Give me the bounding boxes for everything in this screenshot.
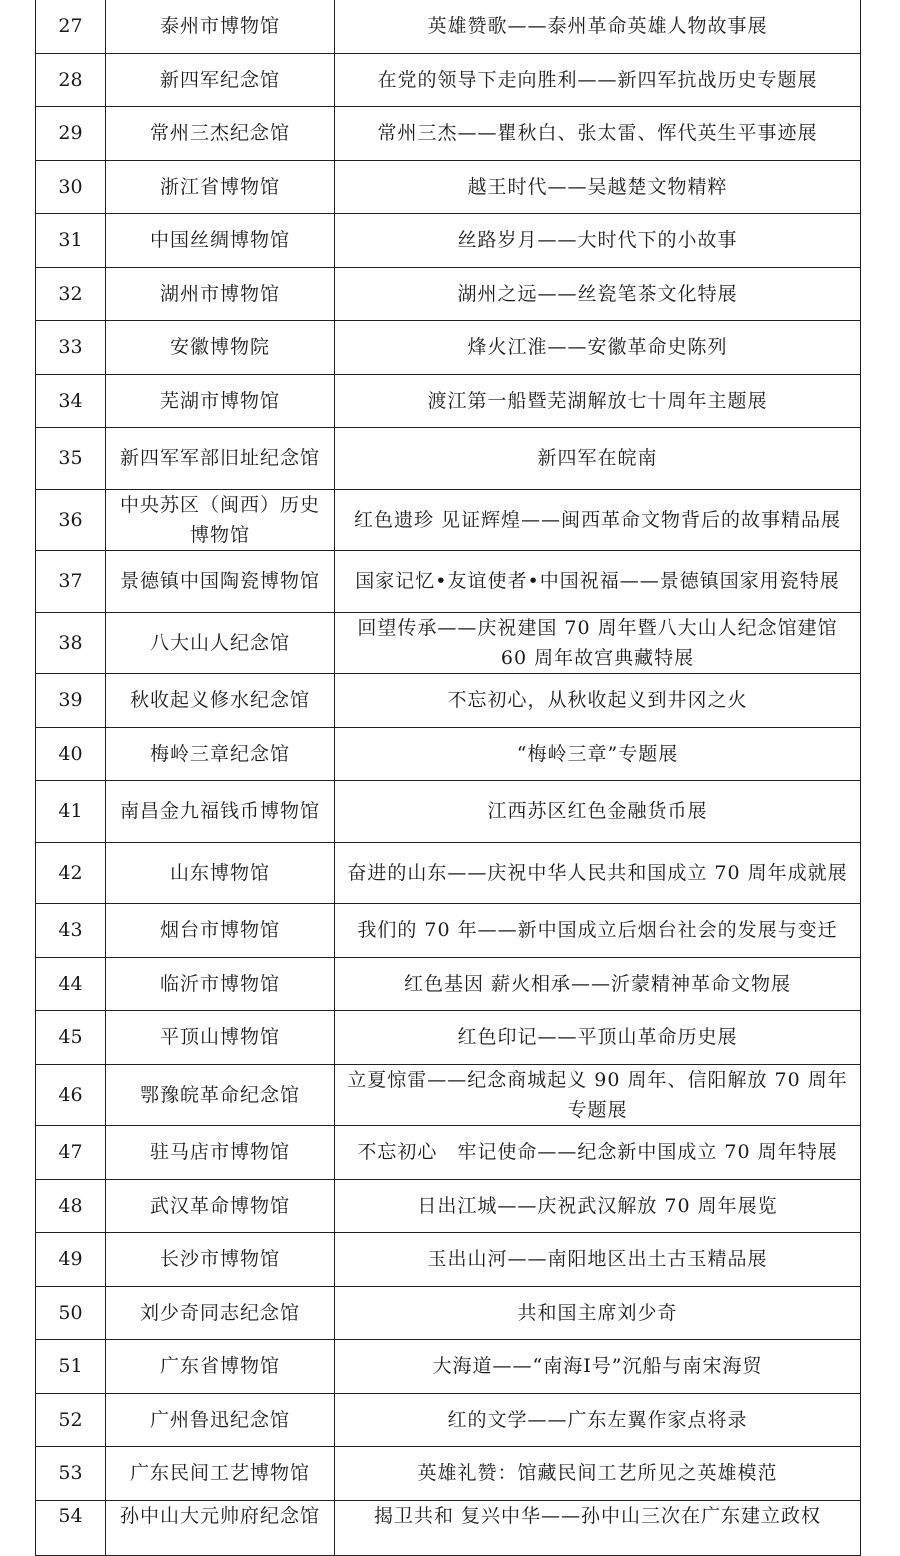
museum-name: 景德镇中国陶瓷博物馆	[106, 551, 335, 613]
exhibition-title: 回望传承——庆祝建国 70 周年暨八大山人纪念馆建馆 60 周年故宫典藏特展	[335, 612, 861, 674]
row-number: 52	[36, 1393, 106, 1447]
row-number: 54	[36, 1500, 106, 1555]
table-row	[36, 1447, 861, 1501]
exhibition-title: 我们的 70 年——新中国成立后烟台社会的发展与变迁	[335, 904, 861, 958]
row-number: 37	[36, 551, 106, 613]
museum-name: 常州三杰纪念馆	[106, 107, 335, 161]
table-row	[36, 612, 861, 674]
table-row	[36, 0, 861, 53]
row-number: 44	[36, 957, 106, 1011]
exhibition-title: 红的文学——广东左翼作家点将录	[335, 1393, 861, 1447]
exhibition-title: 红色遗珍 见证辉煌——闽西革命文物背后的故事精品展	[335, 489, 861, 551]
row-number: 30	[36, 160, 106, 214]
exhibition-title: 奋进的山东——庆祝中华人民共和国成立 70 周年成就展	[335, 842, 861, 904]
row-number: 46	[36, 1064, 106, 1126]
table-row	[36, 1393, 861, 1447]
table-row	[36, 674, 861, 728]
exhibition-title: 英雄赞歌——泰州革命英雄人物故事展	[335, 0, 861, 53]
exhibition-title: 共和国主席刘少奇	[335, 1286, 861, 1340]
exhibition-title: 不忘初心，从秋收起义到井冈之火	[335, 674, 861, 728]
table-row	[36, 107, 861, 161]
exhibition-title: 常州三杰——瞿秋白、张太雷、恽代英生平事迹展	[335, 107, 861, 161]
row-number: 32	[36, 267, 106, 321]
table-row	[36, 1179, 861, 1233]
museum-name: 孙中山大元帅府纪念馆	[106, 1500, 335, 1555]
table-row	[36, 551, 861, 613]
museum-name: 湖州市博物馆	[106, 267, 335, 321]
exhibition-title: 不忘初心 牢记使命——纪念新中国成立 70 周年特展	[335, 1126, 861, 1180]
table-row	[36, 267, 861, 321]
row-number: 53	[36, 1447, 106, 1501]
museum-name: 泰州市博物馆	[106, 0, 335, 53]
table-row	[36, 1064, 861, 1126]
museum-name: 山东博物馆	[106, 842, 335, 904]
row-number: 47	[36, 1126, 106, 1180]
table-row	[36, 781, 861, 843]
museum-name: 广州鲁迅纪念馆	[106, 1393, 335, 1447]
museum-name: 驻马店市博物馆	[106, 1126, 335, 1180]
exhibition-title: 渡江第一船暨芜湖解放七十周年主题展	[335, 374, 861, 428]
row-number: 27	[36, 0, 106, 53]
museum-name: 新四军纪念馆	[106, 53, 335, 107]
museum-name: 平顶山博物馆	[106, 1011, 335, 1065]
museum-name: 烟台市博物馆	[106, 904, 335, 958]
table-row	[36, 374, 861, 428]
table-row	[36, 1500, 861, 1555]
museum-name: 广东民间工艺博物馆	[106, 1447, 335, 1501]
museum-name: 梅岭三章纪念馆	[106, 727, 335, 781]
museum-name: 武汉革命博物馆	[106, 1179, 335, 1233]
exhibition-title: 越王时代——吴越楚文物精粹	[335, 160, 861, 214]
exhibition-table-body	[36, 0, 861, 1555]
museum-name: 秋收起义修水纪念馆	[106, 674, 335, 728]
row-number: 28	[36, 53, 106, 107]
exhibition-title: 玉出山河——南阳地区出土古玉精品展	[335, 1233, 861, 1287]
museum-name: 临沂市博物馆	[106, 957, 335, 1011]
row-number: 40	[36, 727, 106, 781]
museum-name: 浙江省博物馆	[106, 160, 335, 214]
exhibition-title: 湖州之远——丝瓷笔茶文化特展	[335, 267, 861, 321]
museum-name: 八大山人纪念馆	[106, 612, 335, 674]
row-number: 51	[36, 1340, 106, 1394]
table-row	[36, 904, 861, 958]
row-number: 41	[36, 781, 106, 843]
table-row	[36, 842, 861, 904]
museum-name: 南昌金九福钱币博物馆	[106, 781, 335, 843]
row-number: 38	[36, 612, 106, 674]
exhibition-title: “梅岭三章”专题展	[335, 727, 861, 781]
exhibition-title: 红色印记——平顶山革命历史展	[335, 1011, 861, 1065]
row-number: 35	[36, 428, 106, 490]
row-number: 49	[36, 1233, 106, 1287]
row-number: 45	[36, 1011, 106, 1065]
exhibition-title: 江西苏区红色金融货币展	[335, 781, 861, 843]
exhibition-title: 丝路岁月——大时代下的小故事	[335, 214, 861, 268]
table-row	[36, 1286, 861, 1340]
row-number: 42	[36, 842, 106, 904]
table-row	[36, 1126, 861, 1180]
exhibition-title: 烽火江淮——安徽革命史陈列	[335, 321, 861, 375]
museum-name: 芜湖市博物馆	[106, 374, 335, 428]
table-row	[36, 428, 861, 490]
row-number: 36	[36, 489, 106, 551]
table-row	[36, 160, 861, 214]
museum-name: 鄂豫皖革命纪念馆	[106, 1064, 335, 1126]
exhibition-title: 大海道——“南海Ⅰ号”沉船与南宋海贸	[335, 1340, 861, 1394]
row-number: 48	[36, 1179, 106, 1233]
exhibition-title: 揭卫共和 复兴中华——孙中山三次在广东建立政权	[335, 1500, 861, 1555]
row-number: 39	[36, 674, 106, 728]
row-number: 34	[36, 374, 106, 428]
table-row	[36, 957, 861, 1011]
museum-name: 新四军军部旧址纪念馆	[106, 428, 335, 490]
exhibition-title: 国家记忆•友谊使者•中国祝福——景德镇国家用瓷特展	[335, 551, 861, 613]
museum-name: 安徽博物院	[106, 321, 335, 375]
table-row	[36, 1011, 861, 1065]
museum-name: 中国丝绸博物馆	[106, 214, 335, 268]
row-number: 33	[36, 321, 106, 375]
table-row	[36, 489, 861, 551]
table-row	[36, 727, 861, 781]
exhibition-table	[35, 0, 861, 1556]
table-row	[36, 1340, 861, 1394]
row-number: 50	[36, 1286, 106, 1340]
exhibition-title: 日出江城——庆祝武汉解放 70 周年展览	[335, 1179, 861, 1233]
exhibition-title: 红色基因 薪火相承——沂蒙精神革命文物展	[335, 957, 861, 1011]
table-row	[36, 1233, 861, 1287]
exhibition-title: 新四军在皖南	[335, 428, 861, 490]
museum-name: 广东省博物馆	[106, 1340, 335, 1394]
exhibition-title: 立夏惊雷——纪念商城起义 90 周年、信阳解放 70 周年专题展	[335, 1064, 861, 1126]
museum-name: 中央苏区（闽西）历史博物馆	[106, 489, 335, 551]
table-row	[36, 53, 861, 107]
row-number: 43	[36, 904, 106, 958]
table-row	[36, 321, 861, 375]
exhibition-title: 在党的领导下走向胜利——新四军抗战历史专题展	[335, 53, 861, 107]
exhibition-title: 英雄礼赞：馆藏民间工艺所见之英雄模范	[335, 1447, 861, 1501]
row-number: 31	[36, 214, 106, 268]
table-row	[36, 214, 861, 268]
museum-name: 刘少奇同志纪念馆	[106, 1286, 335, 1340]
museum-name: 长沙市博物馆	[106, 1233, 335, 1287]
row-number: 29	[36, 107, 106, 161]
